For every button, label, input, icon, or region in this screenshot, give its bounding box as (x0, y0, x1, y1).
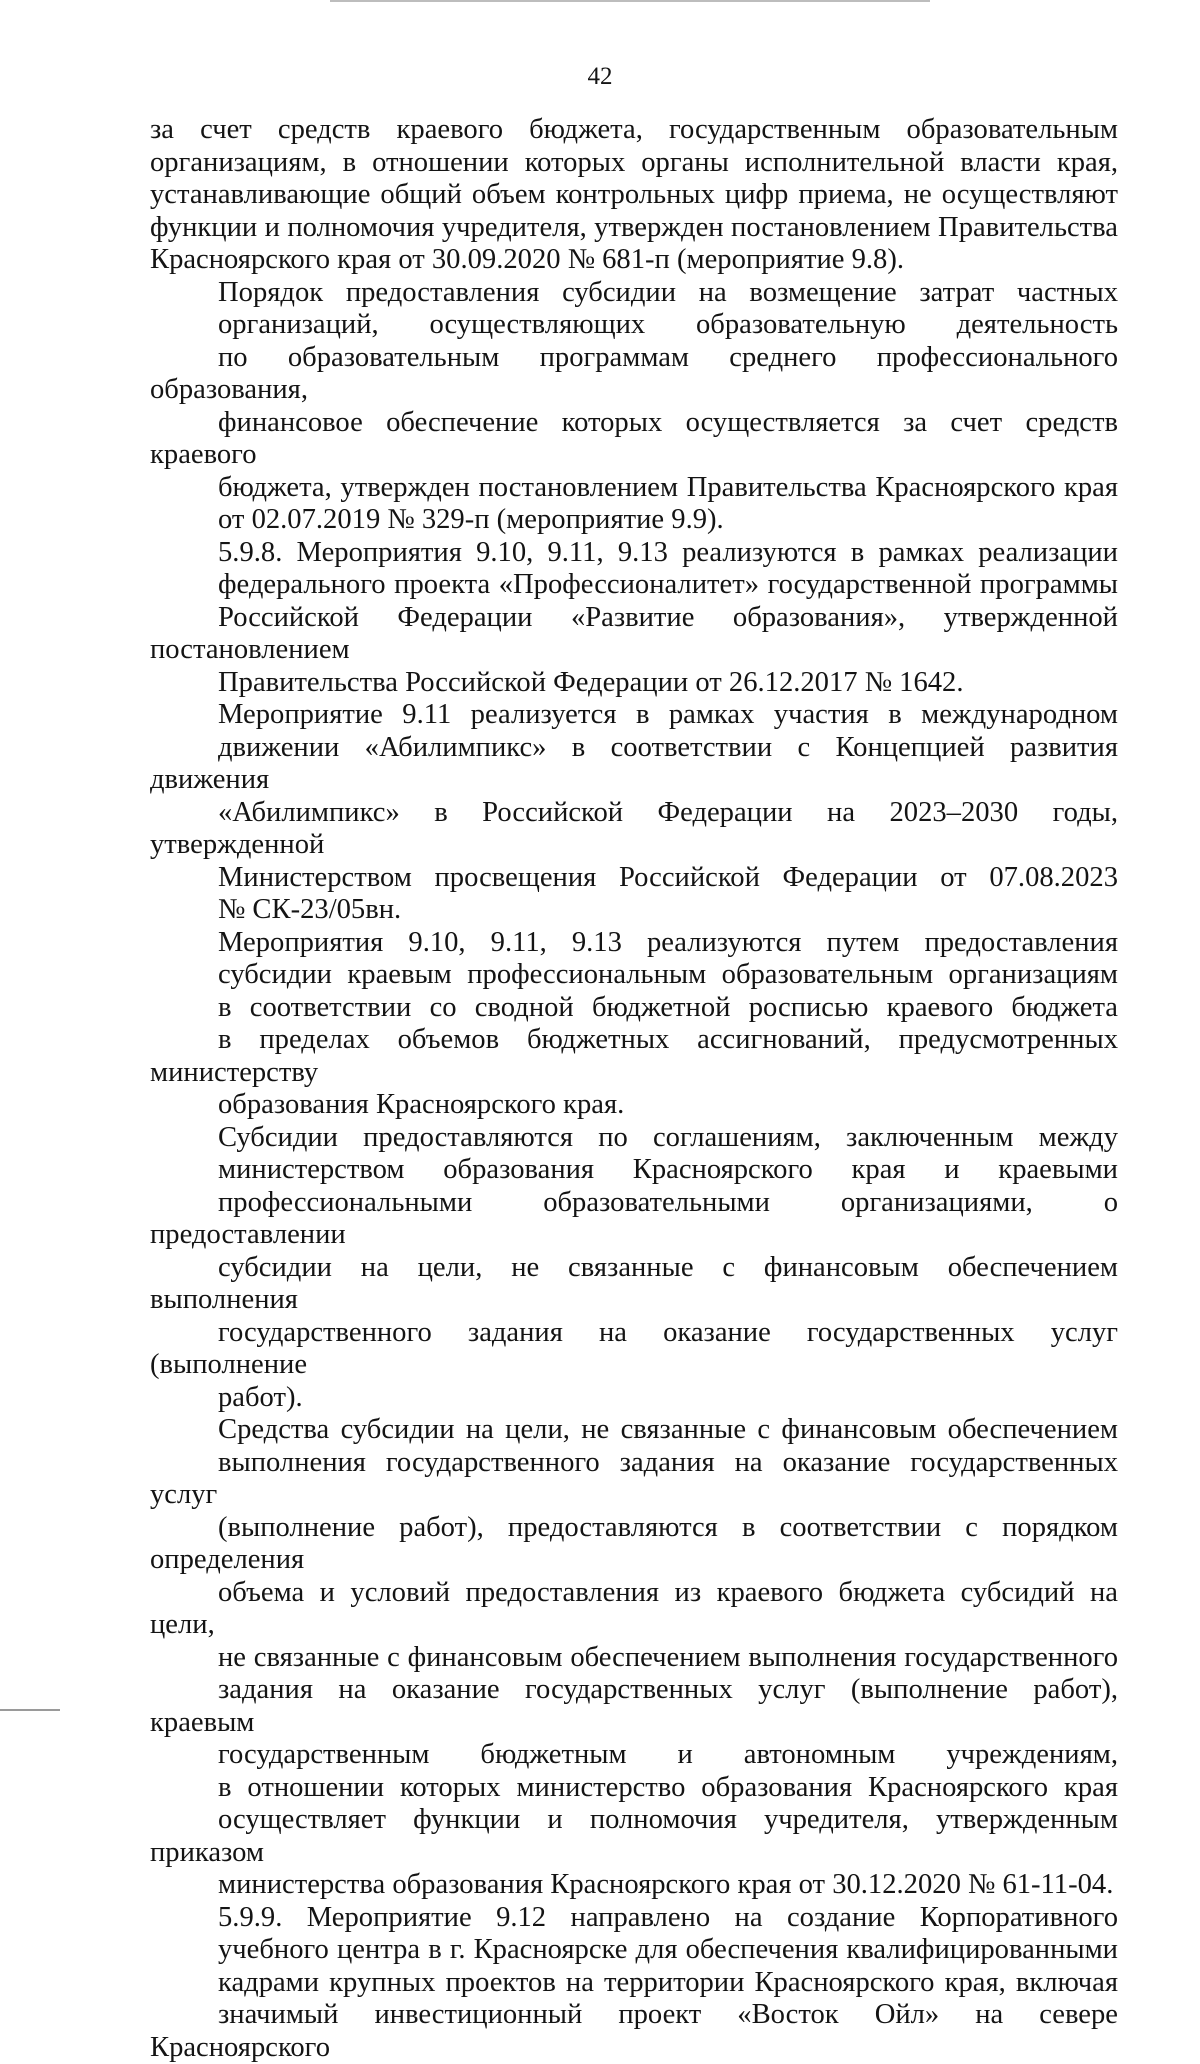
text-line: государственным бюджетным и автономным учреждениям, (150, 1739, 1118, 1772)
text-line: Мероприятие 9.11 реализуется в рамках участия в международном (150, 699, 1118, 732)
text-line: объема и условий предоставления из краевого бюджета субсидий на цели, (150, 1577, 1118, 1642)
text-line: бюджета, утвержден постановлением Правительства Красноярского края (150, 472, 1118, 505)
text-line: организаций, осуществляющих образовательную деятельность (150, 309, 1118, 342)
text-line: в отношении которых министерство образования Красноярского края (150, 1772, 1118, 1805)
text-line: осуществляет функции и полномочия учредителя, утвержденным приказом (150, 1804, 1118, 1869)
text-line: 5.9.9. Мероприятие 9.12 направлено на создание Корпоративного (150, 1902, 1118, 1935)
text-line: от 02.07.2019 № 329-п (мероприятие 9.9). (150, 504, 1118, 537)
paragraph-p1 (150, 114, 1118, 277)
text-line: образования Красноярского края. (150, 1089, 1118, 1122)
text-line: 5.9.8. Мероприятия 9.10, 9.11, 9.13 реализуются в рамках реализации (150, 537, 1118, 570)
text-line: в соответствии со сводной бюджетной росписью краевого бюджета (150, 992, 1118, 1025)
text-line: государственного задания на оказание государственных услуг (выполнение (150, 1317, 1118, 1382)
text-line: Правительства Российской Федерации от 26.12.2017 № 1642. (150, 667, 1118, 700)
text-line: устанавливающие общий объем контрольных цифр приема, не осуществляют (150, 179, 1118, 212)
text-line: финансовое обеспечение которых осуществляется за счет средств краевого (150, 407, 1118, 472)
text-line: в пределах объемов бюджетных ассигнований, предусмотренных министерству (150, 1024, 1118, 1089)
paragraph-p7 (150, 1414, 1118, 1902)
text-line: организациям, в отношении которых органы исполнительной власти края, (150, 147, 1118, 180)
text-line: учебного центра в г. Красноярске для обеспечения квалифицированными (150, 1934, 1118, 1967)
text-line: за счет средств краевого бюджета, государственным образовательным (150, 114, 1118, 147)
text-line: значимый инвестиционный проект «Восток Ойл» на севере Красноярского (150, 1999, 1118, 2064)
text-line: кадрами крупных проектов на территории Красноярского края, включая (150, 1967, 1118, 2000)
text-line: Красноярского края от 30.09.2020 № 681-п (мероприятие 9.8). (150, 244, 1118, 277)
scan-edge-top (330, 0, 930, 2)
text-line: движении «Абилимпикс» в соответствии с Концепцией развития движения (150, 732, 1118, 797)
scan-edge-bottom (0, 1709, 60, 1711)
paragraph-p6 (150, 1122, 1118, 1415)
text-line: субсидии на цели, не связанные с финансовым обеспечением выполнения (150, 1252, 1118, 1317)
paragraph-p2 (150, 277, 1118, 537)
text-line: министерством образования Красноярского края и краевыми (150, 1154, 1118, 1187)
text-line: Мероприятия 9.10, 9.11, 9.13 реализуются путем предоставления (150, 927, 1118, 960)
paragraph-p4 (150, 699, 1118, 927)
text-line: выполнения государственного задания на оказание государственных услуг (150, 1447, 1118, 1512)
text-line: федерального проекта «Профессионалитет» государственной программы (150, 569, 1118, 602)
text-line: Средства субсидии на цели, не связанные с финансовым обеспечением (150, 1414, 1118, 1447)
text-line: Российской Федерации «Развитие образования», утвержденной постановлением (150, 602, 1118, 667)
document-body (150, 114, 1118, 2064)
text-line: Министерством просвещения Российской Федерации от 07.08.2023 (150, 862, 1118, 895)
text-line: № СК-23/05вн. (150, 894, 1118, 927)
text-line: по образовательным программам среднего профессионального образования, (150, 342, 1118, 407)
text-line: не связанные с финансовым обеспечением выполнения государственного (150, 1642, 1118, 1675)
text-line: работ). (150, 1382, 1118, 1415)
text-line: функции и полномочия учредителя, утвержден постановлением Правительства (150, 212, 1118, 245)
text-line: «Абилимпикс» в Российской Федерации на 2023–2030 годы, утвержденной (150, 797, 1118, 862)
paragraph-p8 (150, 1902, 1118, 2064)
paragraph-p3 (150, 537, 1118, 700)
text-line: субсидии краевым профессиональным образовательным организациям (150, 959, 1118, 992)
paragraph-p5 (150, 927, 1118, 1122)
text-line: Субсидии предоставляются по соглашениям, заключенным между (150, 1122, 1118, 1155)
text-line: задания на оказание государственных услуг (выполнение работ), краевым (150, 1674, 1118, 1739)
text-line: Порядок предоставления субсидии на возмещение затрат частных (150, 277, 1118, 310)
text-line: профессиональными образовательными организациями, о предоставлении (150, 1187, 1118, 1252)
text-line: (выполнение работ), предоставляются в соответствии с порядком определения (150, 1512, 1118, 1577)
text-line: министерства образования Красноярского края от 30.12.2020 № 61-11-04. (150, 1869, 1118, 1902)
page-number: 42 (0, 62, 1200, 92)
